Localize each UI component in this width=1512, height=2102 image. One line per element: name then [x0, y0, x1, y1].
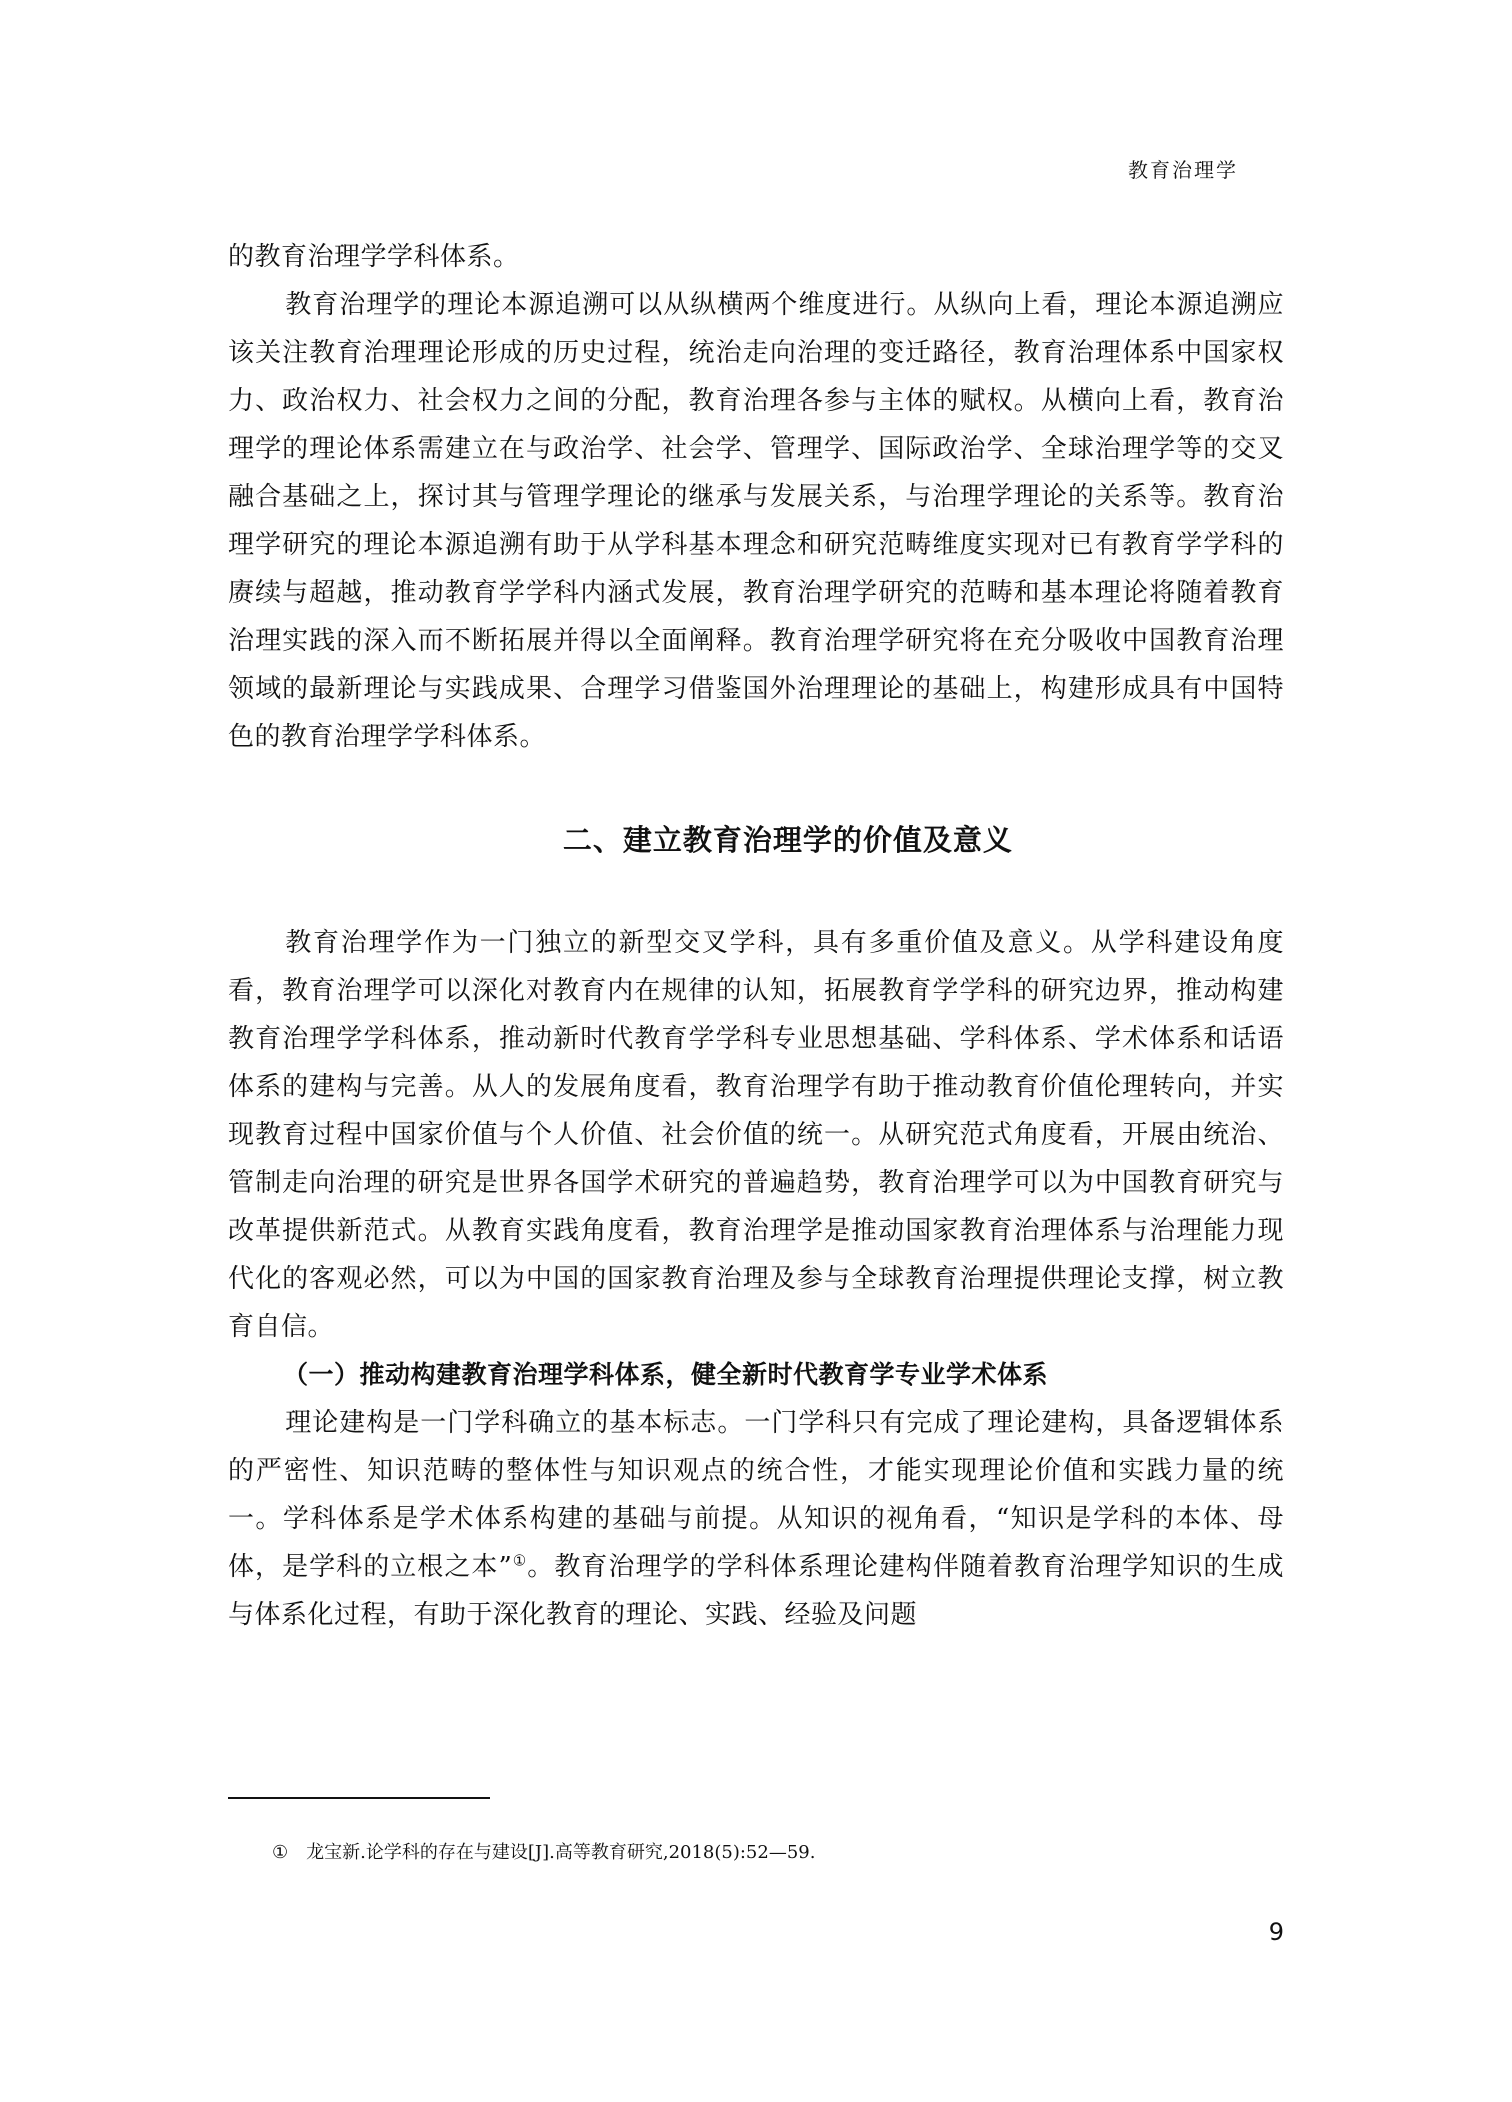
- paragraph-text-part-b: 。教育治理学的学科体系理论建构伴随着教育治理学知识的生成与体系化过程，有助于深化教育的理论、实践、经验及问题: [228, 1552, 1284, 1630]
- paragraph-continuation: 的教育治理学学科体系。: [228, 242, 520, 272]
- footnote-mark: ①: [272, 1842, 289, 1863]
- section-title: 二、建立教育治理学的价值及意义: [562, 823, 1013, 857]
- footnote-text: 龙宝新.论学科的存在与建设[J].高等教育研究,2018(5):52—59.: [306, 1842, 816, 1863]
- paragraph-theory-origin: 教育治理学的理论本源追溯可以从纵横两个维度进行。从纵向上看，理论本源追溯应该关注教育治理理论形成的历史过程，统治走向治理的变迁路径，教育治理体系中国家权力、政治权力、社会权力之间的分配，教育治理各参与主体的赋权。从横向上看，教育治理学的理论体系需建立在与政治学、社会学、管理学、国际政治学、全球治理学等的交叉融合基础之上，探讨其与管理学理论的继承与发展关系，与治理学理论的关系等。教育治理学研究的理论本源追溯有助于从学科基本理念和研究范畴维度实现对已有教育学学科的赓续与超越，推动教育学学科内涵式发展，教育治理学研究的范畴和基本理论将随着教育治理实践的深入而不断拓展并得以全面阐释。教育治理学研究将在充分吸收中国教育治理领域的最新理论与实践成果、合理学习借鉴国外治理理论的基础上，构建形成具有中国特色的教育治理学学科体系。: [228, 290, 1284, 752]
- footnote: [272, 1840, 815, 1866]
- paragraph-theory-construction: [228, 1399, 1284, 1639]
- footnote-reference[interactable]: ①: [512, 1551, 528, 1570]
- subsection-title: （一）推动构建教育治理学科体系，健全新时代教育学专业学术体系: [283, 1360, 1049, 1389]
- page-number: 9: [1268, 1918, 1284, 1946]
- body-text: [228, 233, 1284, 1639]
- paragraph-value-significance: 教育治理学作为一门独立的新型交叉学科，具有多重价值及意义。从学科建设角度看，教育治理学可以深化对教育内在规律的认知，拓展教育学学科的研究边界，推动构建教育治理学学科体系，推动新时代教育学学科专业思想基础、学科体系、学术体系和话语体系的建构与完善。从人的发展角度看，教育治理学有助于推动教育价值伦理转向，并实现教育过程中国家价值与个人价值、社会价值的统一。从研究范式角度看，开展由统治、管制走向治理的研究是世界各国学术研究的普遍趋势，教育治理学可以为中国教育研究与改革提供新范式。从教育实践角度看，教育治理学是推动国家教育治理体系与治理能力现代化的客观必然，可以为中国的国家教育治理及参与全球教育治理提供理论支撑，树立教育自信。: [228, 928, 1284, 1342]
- footnote-divider: [228, 1797, 490, 1799]
- paragraph-text-part-a: 理论建构是一门学科确立的基本标志。一门学科只有完成了理论建构，具备逻辑体系的严密性、知识范畴的整体性与知识观点的统合性，才能实现理论价值和实践力量的统一。学科体系是学术体系构建的基础与前提。从知识的视角看，“知识是学科的本体、母体，是学科的立根之本”: [228, 1408, 1284, 1582]
- running-header: 教育治理学: [1128, 158, 1238, 182]
